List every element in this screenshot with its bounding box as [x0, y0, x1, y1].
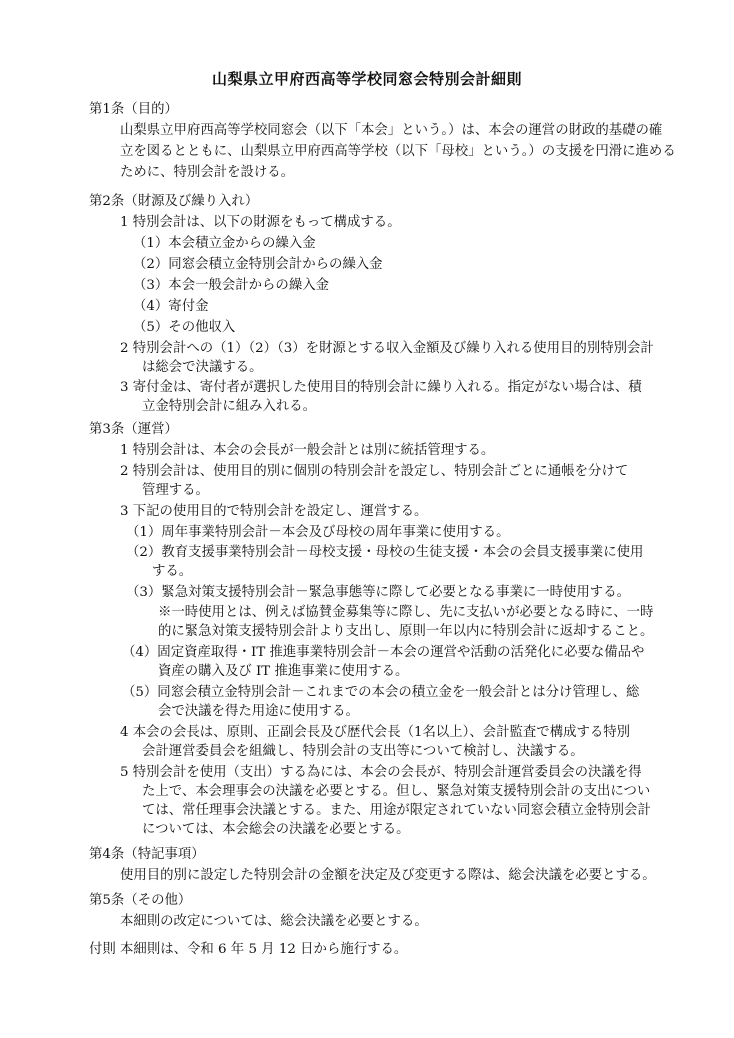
article3-note: ※一時使用とは、例えば協賛金募集等に際し、先に支払いが必要となる時に、一時	[158, 605, 654, 620]
article3-heading: 第3条（運営）	[89, 422, 178, 437]
article2-source: （1）本会積立金からの繰入金	[133, 236, 316, 251]
article1-line: 立を図るとともに、山梨県立甲府西高等学校（以下「母校」という。）の支援を円滑に進める	[120, 144, 676, 159]
article2-source: （5）その他収入	[133, 320, 236, 335]
article3-item5-cont: た上で、本会理事会の決議を必要とする。但し、緊急対策支援特別会計の支出につい	[142, 784, 651, 799]
article3-sub4-cont: 資産の購入及び IT 推進事業に使用する。	[158, 664, 409, 679]
article1-line: ために、特別会計を設ける。	[120, 165, 295, 180]
article3-item4-cont: 会計運営委員会を組織し、特別会計の支出等について検討し、決議する。	[142, 744, 584, 759]
article3-item5: 5 特別会計を使用（支出）する為には、本会の会長が、特別会計運営委員会の決議を得	[120, 765, 642, 780]
article3-sub5-cont: 会で決議を得た用途に使用する。	[158, 704, 359, 719]
article2-item3-cont: 立金特別会計に組み入れる。	[142, 399, 317, 414]
article3-item5-cont: ては、常任理事会決議とする。また、用途が限定されていない同窓会積立金特別会計	[142, 803, 651, 818]
article2-source: （3）本会一般会計からの繰入金	[133, 278, 329, 293]
article3-item1: 1 特別会計は、本会の会長が一般会計とは別に統括管理する。	[120, 443, 495, 458]
article3-note-cont: 的に緊急対策支援特別会計より支出し、原則一年以内に特別会計に返却すること。	[158, 624, 654, 639]
article4-line: 使用目的別に設定した特別会計の金額を決定及び変更する際は、総会決議を必要とする。	[120, 868, 656, 883]
article2-heading: 第2条（財源及び繰り入れ）	[89, 194, 259, 209]
article2-item3: 3 寄付金は、寄付者が選択した使用目的特別会計に繰り入れる。指定がない場合は、積	[120, 380, 642, 395]
article2-item2-cont: は総会で決議する。	[142, 360, 263, 375]
article3-item3: 3 下記の使用目的で特別会計を設定し、運営する。	[120, 504, 428, 519]
document-title: 山梨県立甲府西高等学校同窓会特別会計細則	[211, 70, 522, 88]
article2-item2: 2 特別会計への（1）（2）（3）を財源とする収入金額及び繰り入れる使用目的別特別会計	[120, 341, 654, 356]
article5-heading: 第5条（その他）	[89, 893, 192, 908]
article3-item4: 4 本会の会長は、原則、正副会長及び歴代会長（1名以上）、会計監査で構成する特別	[120, 725, 631, 740]
article3-item5-cont: については、本会総会の決議を必要とする。	[142, 822, 410, 837]
article3-sub2: （2）教育支援事業特別会計－母校支援・母校の生徒支援・本会の会員支援事業に使用	[126, 545, 644, 560]
article3-item2-cont: 管理する。	[142, 483, 209, 498]
article3-item2: 2 特別会計は、使用目的別に個別の特別会計を設定し、特別会計ごとに通帳を分けて	[120, 464, 629, 479]
article3-sub3: （3）緊急対策支援特別会計－緊急事態等に際して必要となる事業に一時使用する。	[126, 585, 630, 600]
article1-line: 山梨県立甲府西高等学校同窓会（以下「本会」という。）は、本会の運営の財政的基礎の確	[120, 123, 663, 138]
article4-heading: 第4条（特記事項）	[89, 847, 205, 862]
article2-item1: 1 特別会計は、以下の財源をもって構成する。	[120, 215, 401, 230]
supplementary-provision: 付則 本細則は、令和 6 年 5 月 12 日から施行する。	[89, 942, 408, 957]
article2-source: （2）同窓会積立金特別会計からの繰入金	[133, 257, 383, 272]
article3-sub5: （5）同窓会積立金特別会計－これまでの本会の積立金を一般会計とは分け管理し、総	[122, 685, 640, 700]
article3-sub4: （4）固定資産取得・IT 推進事業特別会計－本会の運営や活動の活発化に必要な備品や	[122, 645, 645, 660]
article1-heading: 第1条（目的）	[89, 102, 178, 117]
article3-sub2-cont: する。	[152, 564, 193, 579]
article2-source: （4）寄付金	[133, 299, 209, 314]
article5-line: 本細則の改定については、総会決議を必要とする。	[120, 914, 428, 929]
article3-sub1: （1）周年事業特別会計－本会及び母校の周年事業に使用する。	[126, 525, 510, 540]
